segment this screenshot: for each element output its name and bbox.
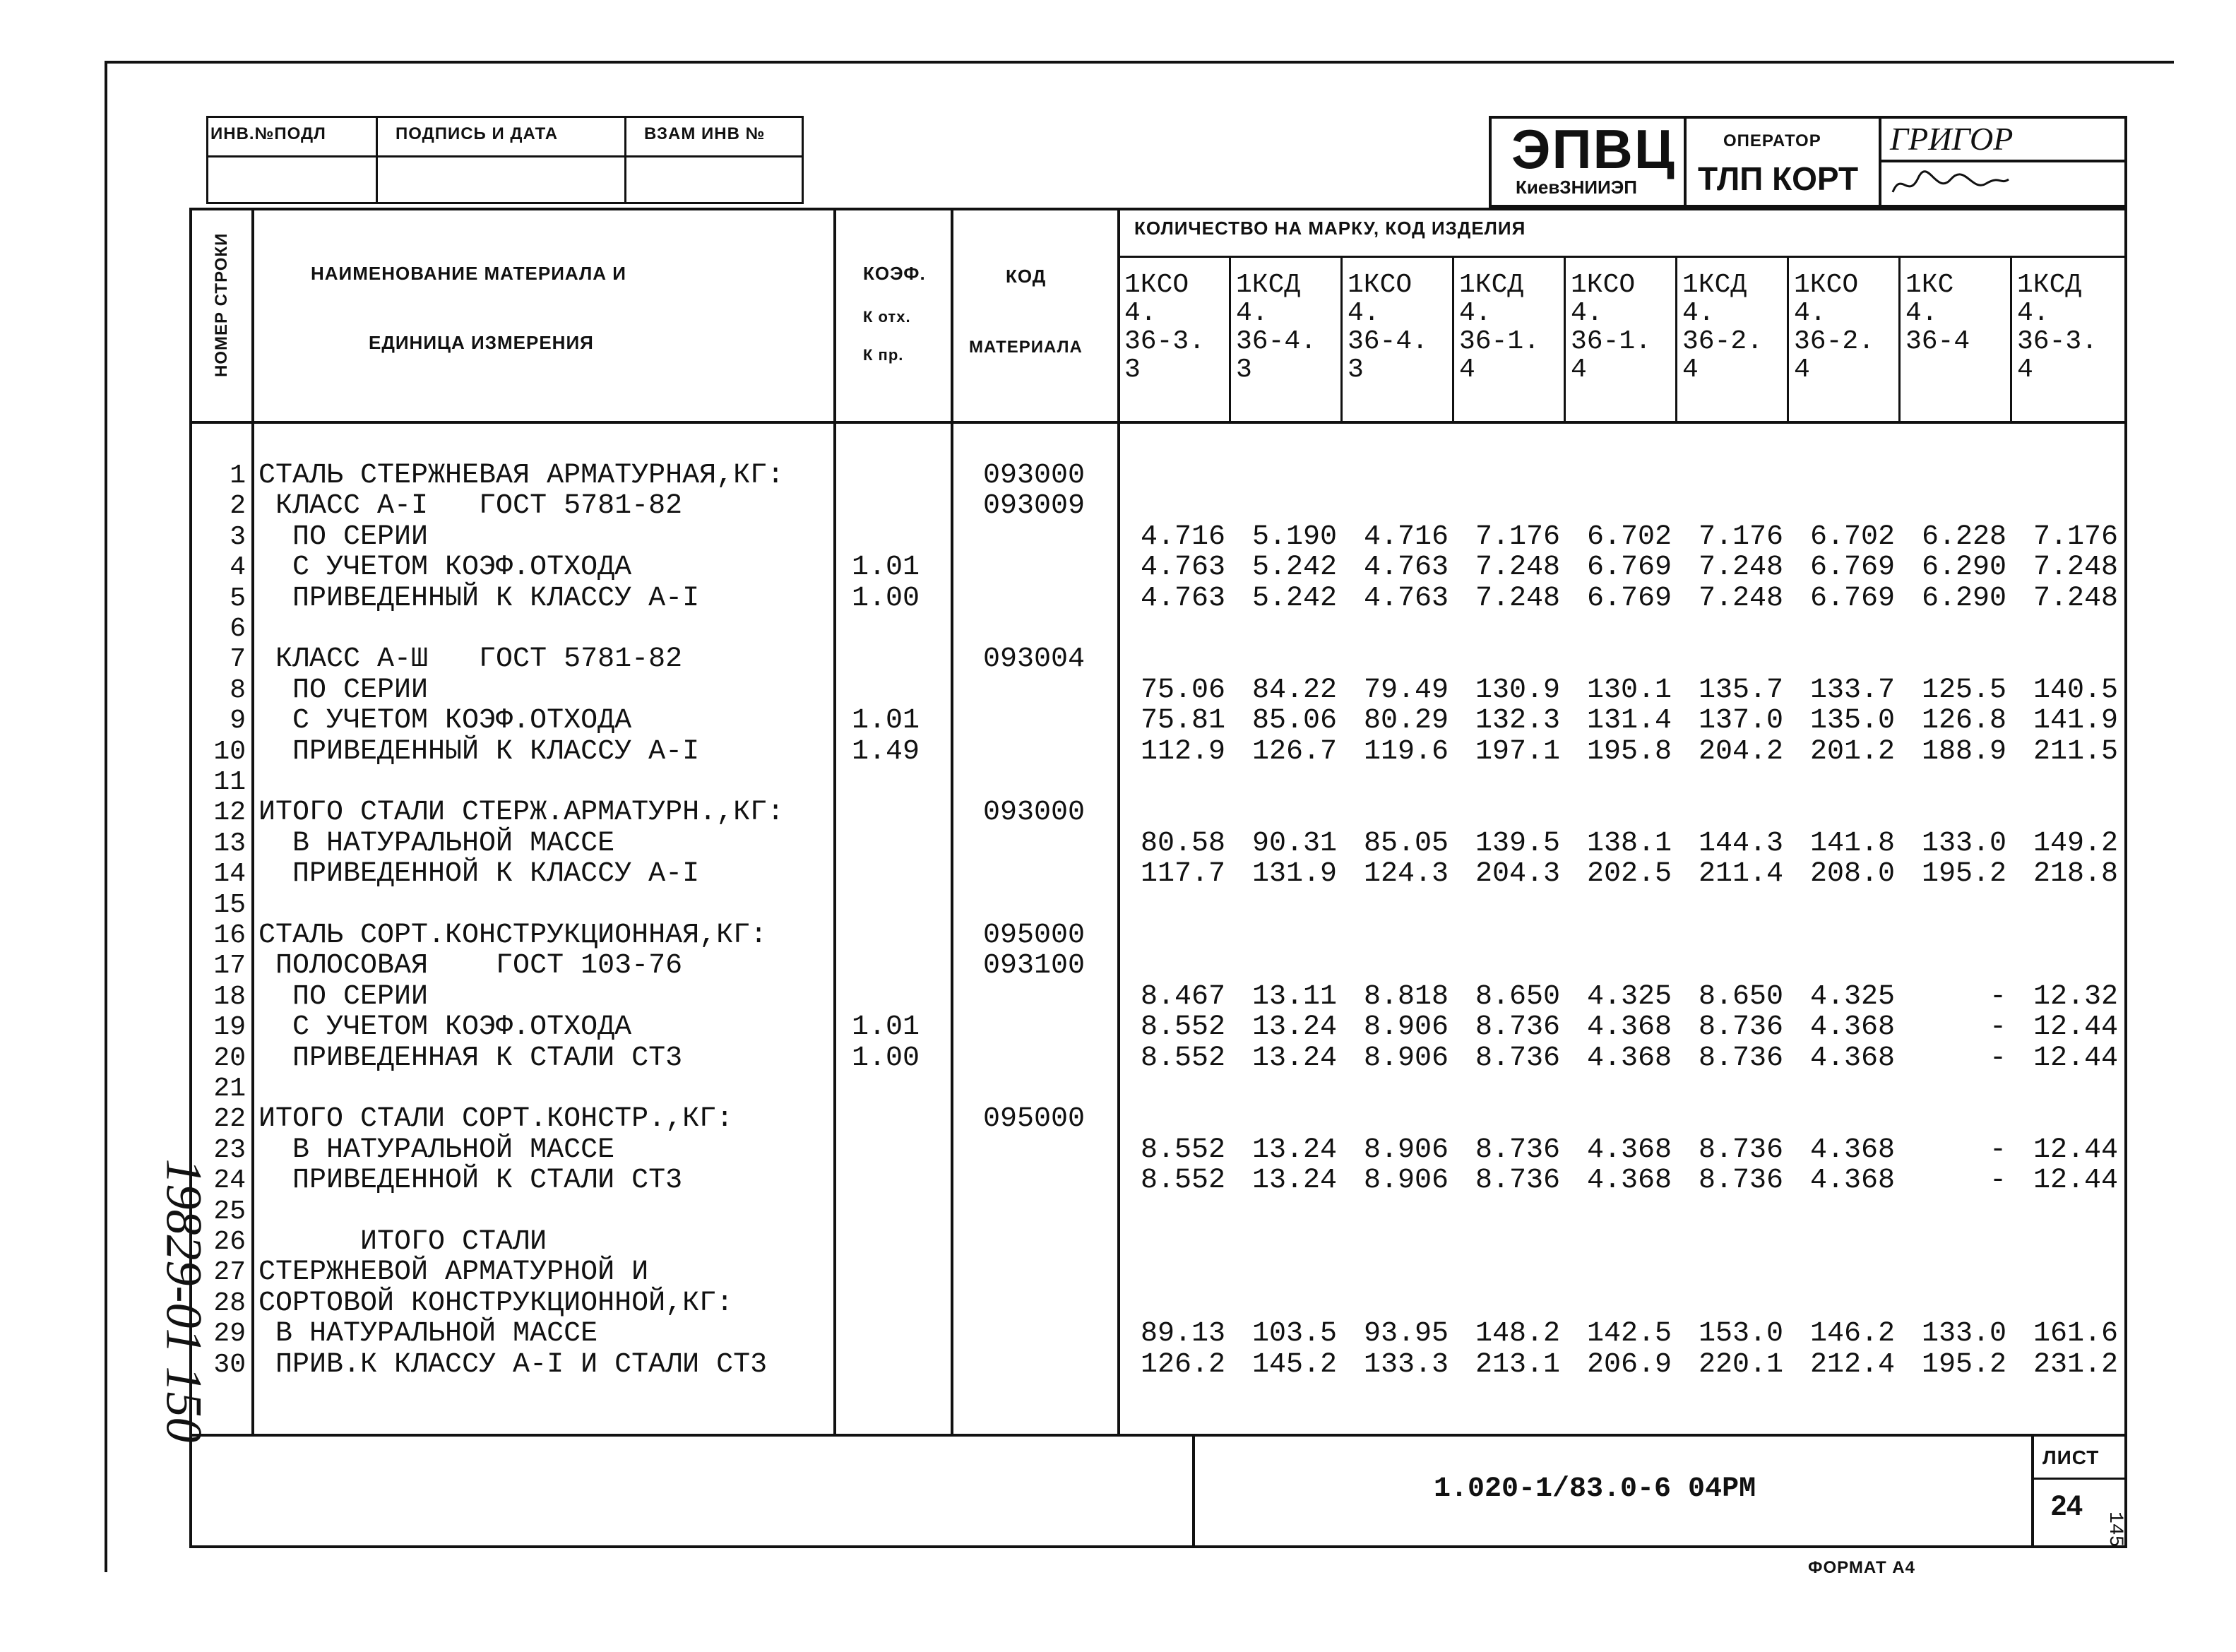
document-code: 1.020-1/83.0-6 04РМ: [1434, 1473, 1756, 1505]
product-column-header: 1КСД: [1459, 270, 1524, 300]
quantity-cell: 13.11: [1251, 981, 1337, 1013]
material-code: 093000: [983, 460, 1086, 492]
material-name: КЛАСС А-Ш ГОСТ 5781-82: [258, 643, 683, 675]
row-number: 21: [213, 1074, 246, 1104]
row-number: 13: [213, 828, 246, 859]
quantity-cell: 4.325: [1586, 981, 1672, 1013]
coefficient: 1.01: [852, 552, 920, 583]
unit-header: ЕДИНИЦА ИЗМЕРЕНИЯ: [369, 332, 594, 353]
material-name-header: НАИМЕНОВАНИЕ МАТЕРИАЛА И: [311, 263, 626, 284]
quantity-cell: 13.24: [1251, 1042, 1337, 1074]
row-number: 1: [230, 460, 246, 491]
product-column-header: 36-4.: [1236, 326, 1317, 357]
row-number: 26: [213, 1227, 246, 1257]
quantity-cell: 13.24: [1251, 1134, 1337, 1166]
quantity-cell: 4.763: [1140, 552, 1225, 583]
quantity-cell: 195.2: [1921, 858, 2006, 890]
quantity-cell: 148.2: [1475, 1318, 1560, 1350]
product-column-header: 1КСД: [2017, 270, 2082, 300]
quantity-cell: 89.13: [1140, 1318, 1225, 1350]
quantity-cell: 153.0: [1698, 1318, 1783, 1350]
quantity-cell: 6.769: [1586, 552, 1672, 583]
quantity-cell: 7.248: [1475, 552, 1560, 583]
stamp-inv-podl-label: ИНВ.№ПОДЛ: [210, 124, 326, 143]
org-sub: КиевЗНИИЭП: [1516, 177, 1637, 198]
quantity-cell: 8.650: [1698, 981, 1783, 1013]
quantity-cell: 6.290: [1921, 583, 2006, 614]
row-number: 28: [213, 1288, 246, 1319]
material-code: 093100: [983, 950, 1086, 982]
quantity-cell: 213.1: [1475, 1349, 1560, 1381]
quantity-cell: 8.736: [1475, 1042, 1560, 1074]
quantity-cell: 8.650: [1475, 981, 1560, 1013]
row-number: 11: [213, 767, 246, 797]
material-name: ПРИВЕДЕННОЙ К СТАЛИ СТ3: [258, 1165, 683, 1196]
quantity-cell: 4.368: [1809, 1011, 1895, 1043]
material-name: КЛАСС А-I ГОСТ 5781-82: [258, 490, 683, 522]
surname: ГРИГОР: [1890, 121, 2014, 157]
quantity-cell: 117.7: [1140, 858, 1225, 890]
code-header: КОД: [1006, 266, 1047, 287]
quantity-header: КОЛИЧЕСТВО НА МАРКУ, КОД ИЗДЕЛИЯ: [1134, 218, 1526, 239]
side-handwritten-number: 19829-01 150: [155, 1158, 213, 1443]
row-number: 16: [213, 920, 246, 951]
product-column-header: 4: [1794, 355, 1810, 385]
quantity-cell: 103.5: [1251, 1318, 1337, 1350]
quantity-cell: 8.552: [1140, 1042, 1225, 1074]
product-column-header: 4: [2017, 355, 2033, 385]
material-name: С УЧЕТОМ КОЭФ.ОТХОДА: [258, 552, 632, 583]
quantity-cell: 195.8: [1586, 736, 1672, 768]
row-number: 25: [213, 1196, 246, 1227]
quantity-cell: 6.769: [1809, 552, 1895, 583]
quantity-cell: 7.248: [1475, 583, 1560, 614]
quantity-cell: 6.769: [1809, 583, 1895, 614]
quantity-cell: 208.0: [1809, 858, 1895, 890]
coef-header: КОЭФ.: [863, 263, 926, 284]
quantity-cell: 7.176: [1475, 521, 1560, 553]
quantity-cell: 133.0: [1921, 1318, 2006, 1350]
quantity-cell: 126.7: [1251, 736, 1337, 768]
quantity-cell: 6.769: [1586, 583, 1672, 614]
quantity-cell: 4.368: [1809, 1134, 1895, 1166]
row-number: 20: [213, 1043, 246, 1074]
material-name: ИТОГО СТАЛИ СТЕРЖ.АРМАТУРН.,КГ:: [258, 797, 785, 828]
quantity-cell: 130.9: [1475, 675, 1560, 706]
quantity-cell: 140.5: [2033, 675, 2118, 706]
material-name: ПОЛОСОВАЯ ГОСТ 103-76: [258, 950, 683, 982]
coef-reduced-header: К пр.: [863, 346, 904, 364]
product-column-header: 1КСД: [1682, 270, 1747, 300]
quantity-cell: 202.5: [1586, 858, 1672, 890]
material-name: СТЕРЖНЕВОЙ АРМАТУРНОЙ И: [258, 1256, 649, 1288]
material-code: 093004: [983, 643, 1086, 675]
quantity-cell: 138.1: [1586, 828, 1672, 860]
quantity-cell: 6.702: [1586, 521, 1672, 553]
format-label: ФОРМАТ А4: [1808, 1558, 1915, 1577]
quantity-cell: 8.552: [1140, 1011, 1225, 1043]
quantity-cell: 6.290: [1921, 552, 2006, 583]
coefficient: 1.01: [852, 1011, 920, 1043]
material-name: ИТОГО СТАЛИ СОРТ.КОНСТР.,КГ:: [258, 1103, 734, 1135]
quantity-cell: 212.4: [1809, 1349, 1895, 1381]
quantity-cell: 4.368: [1809, 1042, 1895, 1074]
quantity-cell: 197.1: [1475, 736, 1560, 768]
quantity-cell: 13.24: [1251, 1165, 1337, 1196]
quantity-cell: 135.0: [1809, 705, 1895, 737]
product-column-header: 4.: [1905, 298, 1938, 328]
quantity-cell: 141.8: [1809, 828, 1895, 860]
quantity-cell: 7.176: [2033, 521, 2118, 553]
quantity-cell: 4.763: [1363, 583, 1449, 614]
quantity-cell: 12.44: [2033, 1134, 2118, 1166]
quantity-cell: 130.1: [1586, 675, 1672, 706]
quantity-cell: 4.368: [1586, 1011, 1672, 1043]
quantity-cell: 8.906: [1363, 1042, 1449, 1074]
quantity-cell: 142.5: [1586, 1318, 1672, 1350]
quantity-cell: 8.818: [1363, 981, 1449, 1013]
quantity-cell: 141.9: [2033, 705, 2118, 737]
quantity-cell: 132.3: [1475, 705, 1560, 737]
row-number: 17: [213, 951, 246, 981]
row-number: 22: [213, 1104, 246, 1134]
quantity-cell: 125.5: [1921, 675, 2006, 706]
product-column-header: 1КСО: [1124, 270, 1189, 300]
quantity-cell: 133.7: [1809, 675, 1895, 706]
quantity-cell: 195.2: [1921, 1349, 2006, 1381]
quantity-cell: 145.2: [1251, 1349, 1337, 1381]
material-name: С УЧЕТОМ КОЭФ.ОТХОДА: [258, 1011, 632, 1043]
quantity-cell: 80.58: [1140, 828, 1225, 860]
product-column-header: 3: [1236, 355, 1252, 385]
row-number: 12: [213, 797, 246, 828]
coef-waste-header: К отх.: [863, 308, 911, 326]
product-column-header: 1КСО: [1571, 270, 1636, 300]
coefficient: 1.49: [852, 736, 920, 768]
product-column-header: 4: [1459, 355, 1475, 385]
quantity-cell: 12.32: [2033, 981, 2118, 1013]
row-number: 5: [230, 583, 246, 614]
quantity-cell: 8.736: [1698, 1042, 1783, 1074]
material-name: В НАТУРАЛЬНОЙ МАССЕ: [258, 1134, 615, 1166]
product-column-header: 1КС: [1905, 270, 1954, 300]
quantity-cell: 5.242: [1251, 552, 1337, 583]
row-number: 2: [230, 491, 246, 521]
material-name: ПРИВЕДЕННОЙ К КЛАССУ А-I: [258, 858, 700, 890]
quantity-cell: 6.228: [1921, 521, 2006, 553]
quantity-cell: 126.8: [1921, 705, 2006, 737]
quantity-cell: 4.763: [1363, 552, 1449, 583]
quantity-cell: 124.3: [1363, 858, 1449, 890]
quantity-cell: 75.06: [1140, 675, 1225, 706]
quantity-cell: 8.906: [1363, 1134, 1449, 1166]
material-name: СТАЛЬ СОРТ.КОНСТРУКЦИОННАЯ,КГ:: [258, 920, 768, 951]
operator-value: ТЛП КОРТ: [1698, 160, 1859, 197]
quantity-cell: 79.49: [1363, 675, 1449, 706]
quantity-cell: 204.3: [1475, 858, 1560, 890]
row-number: 23: [213, 1135, 246, 1165]
quantity-cell: 126.2: [1140, 1349, 1225, 1381]
quantity-cell: 161.6: [2033, 1318, 2118, 1350]
quantity-cell: 80.29: [1363, 705, 1449, 737]
sheet-label: ЛИСТ: [2042, 1446, 2100, 1468]
quantity-cell: 204.2: [1698, 736, 1783, 768]
quantity-cell: 7.248: [1698, 583, 1783, 614]
product-column-header: 36-2.: [1794, 326, 1875, 357]
quantity-cell: 90.31: [1251, 828, 1337, 860]
quantity-cell: 12.44: [2033, 1165, 2118, 1196]
quantity-cell: 4.716: [1140, 521, 1225, 553]
material-name: ПРИВЕДЕННАЯ К СТАЛИ СТ3: [258, 1042, 683, 1074]
quantity-cell: 4.368: [1586, 1042, 1672, 1074]
material-name: СОРТОВОЙ КОНСТРУКЦИОННОЙ,КГ:: [258, 1288, 734, 1319]
quantity-cell: 8.736: [1475, 1011, 1560, 1043]
quantity-cell: 4.763: [1140, 583, 1225, 614]
row-number: 14: [213, 859, 246, 889]
quantity-cell: 131.4: [1586, 705, 1672, 737]
material-code: 095000: [983, 1103, 1086, 1135]
product-column-header: 1КСО: [1348, 270, 1413, 300]
quantity-cell: -: [1989, 981, 2006, 1013]
quantity-cell: 5.190: [1251, 521, 1337, 553]
material-name: ИТОГО СТАЛИ: [258, 1226, 547, 1258]
material-code: 093009: [983, 490, 1086, 522]
row-number: 6: [230, 614, 246, 644]
quantity-cell: 8.736: [1475, 1165, 1560, 1196]
quantity-cell: 139.5: [1475, 828, 1560, 860]
material-name: В НАТУРАЛЬНОЙ МАССЕ: [258, 828, 615, 860]
coefficient: 1.00: [852, 583, 920, 614]
material-name: ПРИВЕДЕННЫЙ К КЛАССУ А-I: [258, 736, 700, 768]
quantity-cell: 8.736: [1698, 1011, 1783, 1043]
product-column-header: 4.: [1682, 298, 1715, 328]
product-column-header: 36-3.: [1124, 326, 1206, 357]
material-code: 093000: [983, 797, 1086, 828]
product-column-header: 4.: [1794, 298, 1826, 328]
quantity-cell: -: [1989, 1165, 2006, 1196]
product-column-header: 36-1.: [1459, 326, 1540, 357]
quantity-cell: 133.0: [1921, 828, 2006, 860]
quantity-cell: 4.325: [1809, 981, 1895, 1013]
quantity-cell: 8.736: [1475, 1134, 1560, 1166]
quantity-cell: 112.9: [1140, 736, 1225, 768]
quantity-cell: 4.368: [1586, 1134, 1672, 1166]
row-number: 15: [213, 890, 246, 920]
material-name: С УЧЕТОМ КОЭФ.ОТХОДА: [258, 705, 632, 737]
row-number: 4: [230, 552, 246, 583]
org-logo: ЭПВЦ: [1511, 118, 1676, 180]
quantity-cell: 7.248: [2033, 552, 2118, 583]
material-name: ПО СЕРИИ: [258, 521, 429, 553]
signature-mark: [1887, 164, 2014, 206]
product-column-header: 4.: [1571, 298, 1603, 328]
quantity-cell: 7.248: [2033, 583, 2118, 614]
product-column-header: 3: [1348, 355, 1364, 385]
row-number: 3: [230, 522, 246, 552]
product-column-header: 1КСО: [1794, 270, 1859, 300]
code-material-header: МАТЕРИАЛА: [969, 338, 1083, 357]
row-number: 9: [230, 706, 246, 736]
product-column-header: 4.: [2017, 298, 2050, 328]
quantity-cell: 8.467: [1140, 981, 1225, 1013]
quantity-cell: 137.0: [1698, 705, 1783, 737]
quantity-cell: 149.2: [2033, 828, 2118, 860]
quantity-cell: 8.552: [1140, 1134, 1225, 1166]
quantity-cell: 211.5: [2033, 736, 2118, 768]
quantity-cell: 7.176: [1698, 521, 1783, 553]
product-column-header: 36-1.: [1571, 326, 1652, 357]
material-name: ПРИВЕДЕННЫЙ К КЛАССУ А-I: [258, 583, 700, 614]
material-code: 095000: [983, 920, 1086, 951]
product-column-header: 36-2.: [1682, 326, 1764, 357]
quantity-cell: 8.906: [1363, 1011, 1449, 1043]
quantity-cell: 75.81: [1140, 705, 1225, 737]
quantity-cell: 4.368: [1809, 1165, 1895, 1196]
quantity-cell: 6.702: [1809, 521, 1895, 553]
sheet-number: 24: [2051, 1490, 2083, 1521]
quantity-cell: 188.9: [1921, 736, 2006, 768]
product-column-header: 4.: [1236, 298, 1268, 328]
row-number: 29: [213, 1319, 246, 1349]
coefficient: 1.01: [852, 705, 920, 737]
quantity-cell: 12.44: [2033, 1042, 2118, 1074]
row-number: 10: [213, 737, 246, 767]
product-column-header: 36-3.: [2017, 326, 2098, 357]
quantity-cell: 8.736: [1698, 1134, 1783, 1166]
product-column-header: 4: [1571, 355, 1587, 385]
quantity-cell: 5.242: [1251, 583, 1337, 614]
row-number: 24: [213, 1165, 246, 1196]
product-column-header: 36-4.: [1348, 326, 1429, 357]
quantity-cell: 218.8: [2033, 858, 2118, 890]
coefficient: 1.00: [852, 1042, 920, 1074]
stamp-signature-label: ПОДПИСЬ И ДАТА: [396, 124, 559, 143]
row-number: 30: [213, 1350, 246, 1380]
quantity-cell: 206.9: [1586, 1349, 1672, 1381]
row-number: 18: [213, 982, 246, 1012]
quantity-cell: 231.2: [2033, 1349, 2118, 1381]
quantity-cell: 8.736: [1698, 1165, 1783, 1196]
quantity-cell: 7.248: [1698, 552, 1783, 583]
material-name: ПО СЕРИИ: [258, 981, 429, 1013]
quantity-cell: 8.552: [1140, 1165, 1225, 1196]
corner-mark: 145: [2104, 1511, 2126, 1547]
quantity-cell: 93.95: [1363, 1318, 1449, 1350]
product-column-header: 36-4: [1905, 326, 1970, 357]
quantity-cell: 133.3: [1363, 1349, 1449, 1381]
quantity-cell: 144.3: [1698, 828, 1783, 860]
quantity-cell: 85.06: [1251, 705, 1337, 737]
quantity-cell: 146.2: [1809, 1318, 1895, 1350]
quantity-cell: -: [1989, 1134, 2006, 1166]
quantity-cell: 13.24: [1251, 1011, 1337, 1043]
quantity-cell: 220.1: [1698, 1349, 1783, 1381]
row-number: 19: [213, 1012, 246, 1042]
quantity-cell: 135.7: [1698, 675, 1783, 706]
quantity-cell: -: [1989, 1011, 2006, 1043]
quantity-cell: 85.05: [1363, 828, 1449, 860]
material-name: ПО СЕРИИ: [258, 675, 429, 706]
row-number: 8: [230, 675, 246, 706]
quantity-cell: 8.906: [1363, 1165, 1449, 1196]
quantity-cell: 131.9: [1251, 858, 1337, 890]
product-column-header: 4.: [1348, 298, 1380, 328]
quantity-cell: 201.2: [1809, 736, 1895, 768]
row-number: 7: [230, 644, 246, 675]
material-name: ПРИВ.К КЛАССУ А-I И СТАЛИ СТ3: [258, 1349, 768, 1381]
product-column-header: 3: [1124, 355, 1141, 385]
quantity-cell: 211.4: [1698, 858, 1783, 890]
product-column-header: 4.: [1459, 298, 1492, 328]
product-column-header: 4.: [1124, 298, 1157, 328]
quantity-cell: -: [1989, 1042, 2006, 1074]
quantity-cell: 4.368: [1586, 1165, 1672, 1196]
quantity-cell: 12.44: [2033, 1011, 2118, 1043]
quantity-cell: 119.6: [1363, 736, 1449, 768]
material-name: В НАТУРАЛЬНОЙ МАССЕ: [258, 1318, 598, 1350]
operator-label: ОПЕРАТОР: [1723, 131, 1821, 150]
quantity-cell: 84.22: [1251, 675, 1337, 706]
row-number: 27: [213, 1257, 246, 1288]
quantity-cell: 4.716: [1363, 521, 1449, 553]
row-number-header: НОМЕР СТРОКИ: [212, 232, 231, 377]
product-column-header: 4: [1682, 355, 1699, 385]
material-name: СТАЛЬ СТЕРЖНЕВАЯ АРМАТУРНАЯ,КГ:: [258, 460, 785, 492]
stamp-vzam-label: ВЗАМ ИНВ №: [644, 124, 766, 143]
product-column-header: 1КСД: [1236, 270, 1301, 300]
